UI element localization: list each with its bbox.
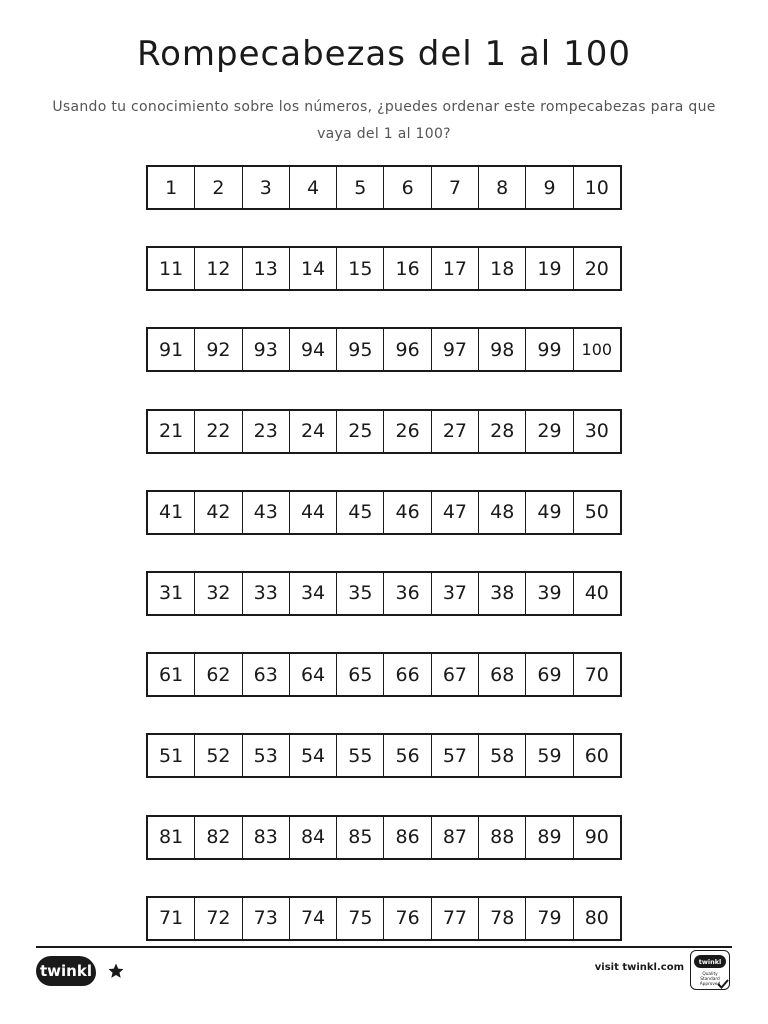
number-cell: 69 [526, 654, 573, 695]
number-cell: 74 [290, 898, 337, 939]
puzzle-strip [146, 327, 622, 372]
number-cell: 7 [432, 167, 479, 208]
number-cell: 81 [148, 817, 195, 858]
number-cell: 65 [337, 654, 384, 695]
number-cell: 57 [432, 735, 479, 776]
number-cell: 15 [337, 248, 384, 289]
number-cell: 22 [195, 411, 242, 452]
number-cell: 76 [384, 898, 431, 939]
number-cell: 93 [243, 329, 290, 370]
puzzle-grid [146, 165, 622, 977]
number-cell: 38 [479, 573, 526, 614]
number-cell: 9 [526, 167, 573, 208]
badge-text: Quality Standard Approved [699, 972, 721, 987]
number-cell: 39 [526, 573, 573, 614]
number-cell: 90 [584, 826, 609, 848]
number-cell: 29 [526, 411, 573, 452]
number-cell: 94 [290, 329, 337, 370]
number-cell: 51 [148, 735, 195, 776]
instructions-text: Usando tu conocimiento sobre los números, ¿puedes ordenar este rompecabezas para que vaya del 1 al 100? [52, 99, 716, 142]
number-cell: 30 [584, 420, 609, 443]
number-cell: 14 [290, 248, 337, 289]
number-cell: 3 [243, 167, 290, 208]
puzzle-strip [146, 815, 622, 860]
puzzle-strip [146, 571, 622, 616]
number-cell: 10 [584, 176, 609, 199]
number-cell: 2 [195, 167, 242, 208]
number-cell: 99 [526, 329, 573, 370]
number-cell: 34 [290, 573, 337, 614]
number-cell: 47 [432, 492, 479, 533]
number-cell: 37 [432, 573, 479, 614]
number-cell: 91 [148, 329, 195, 370]
number-cell: 13 [243, 248, 290, 289]
number-cell: 92 [195, 329, 242, 370]
number-cell: 77 [432, 898, 479, 939]
puzzle-strip [146, 896, 622, 941]
number-cell: 17 [432, 248, 479, 289]
number-cell: 73 [243, 898, 290, 939]
number-cell: 64 [290, 654, 337, 695]
number-cell: 41 [148, 492, 195, 533]
page-title: Rompecabezas del 1 al 100 [137, 34, 631, 74]
number-cell: 42 [195, 492, 242, 533]
number-cell: 60 [584, 744, 609, 767]
number-cell: 85 [337, 817, 384, 858]
footer-divider [36, 946, 732, 948]
puzzle-strip [146, 490, 622, 535]
number-cell: 48 [479, 492, 526, 533]
number-cell: 78 [479, 898, 526, 939]
number-cell: 50 [584, 501, 609, 524]
number-cell: 27 [432, 411, 479, 452]
number-cell: 96 [384, 329, 431, 370]
number-cell: 5 [337, 167, 384, 208]
number-cell: 84 [290, 817, 337, 858]
number-cell: 31 [148, 573, 195, 614]
number-cell: 53 [243, 735, 290, 776]
number-cell: 21 [148, 411, 195, 452]
number-cell: 98 [479, 329, 526, 370]
number-cell: 55 [337, 735, 384, 776]
puzzle-strip [146, 652, 622, 697]
number-cell: 97 [432, 329, 479, 370]
number-cell: 18 [479, 248, 526, 289]
number-cell: 56 [384, 735, 431, 776]
number-cell: 79 [526, 898, 573, 939]
badge-logo: twinkl [694, 955, 726, 968]
number-cell: 23 [243, 411, 290, 452]
number-cell: 4 [290, 167, 337, 208]
number-cell: 88 [479, 817, 526, 858]
number-cell: 63 [243, 654, 290, 695]
number-cell: 67 [432, 654, 479, 695]
number-cell: 16 [384, 248, 431, 289]
number-cell: 100 [581, 340, 613, 360]
number-cell: 75 [337, 898, 384, 939]
number-cell: 89 [526, 817, 573, 858]
number-cell: 1 [148, 167, 195, 208]
number-cell: 45 [337, 492, 384, 533]
number-cell: 12 [195, 248, 242, 289]
twinkl-logo[interactable]: twinkl [36, 956, 96, 986]
number-cell: 70 [584, 663, 609, 686]
number-cell: 59 [526, 735, 573, 776]
number-cell: 33 [243, 573, 290, 614]
number-cell: 72 [195, 898, 242, 939]
number-cell: 35 [337, 573, 384, 614]
number-cell: 62 [195, 654, 242, 695]
number-cell: 52 [195, 735, 242, 776]
number-cell: 68 [479, 654, 526, 695]
number-cell: 49 [526, 492, 573, 533]
number-cell: 82 [195, 817, 242, 858]
number-cell: 46 [384, 492, 431, 533]
number-cell: 19 [526, 248, 573, 289]
number-cell: 36 [384, 573, 431, 614]
checkmark-icon [717, 978, 729, 990]
number-cell: 71 [148, 898, 195, 939]
puzzle-strip [146, 246, 622, 291]
number-cell: 26 [384, 411, 431, 452]
number-cell: 54 [290, 735, 337, 776]
number-cell: 58 [479, 735, 526, 776]
number-cell: 86 [384, 817, 431, 858]
number-cell: 24 [290, 411, 337, 452]
star-icon [107, 962, 125, 980]
puzzle-strip [146, 409, 622, 454]
number-cell: 95 [337, 329, 384, 370]
number-cell: 43 [243, 492, 290, 533]
number-cell: 87 [432, 817, 479, 858]
number-cell: 40 [584, 582, 609, 605]
number-cell: 6 [384, 167, 431, 208]
quality-badge [690, 950, 730, 990]
visit-link[interactable]: visit twinkl.com [594, 962, 684, 973]
number-cell: 83 [243, 817, 290, 858]
number-cell: 80 [584, 907, 609, 930]
number-cell: 32 [195, 573, 242, 614]
number-cell: 11 [148, 248, 195, 289]
number-cell: 8 [479, 167, 526, 208]
number-cell: 20 [584, 257, 609, 280]
number-cell: 61 [148, 654, 195, 695]
puzzle-strip [146, 733, 622, 778]
number-cell: 28 [479, 411, 526, 452]
number-cell: 66 [384, 654, 431, 695]
number-cell: 25 [337, 411, 384, 452]
number-cell: 44 [290, 492, 337, 533]
puzzle-strip [146, 165, 622, 210]
